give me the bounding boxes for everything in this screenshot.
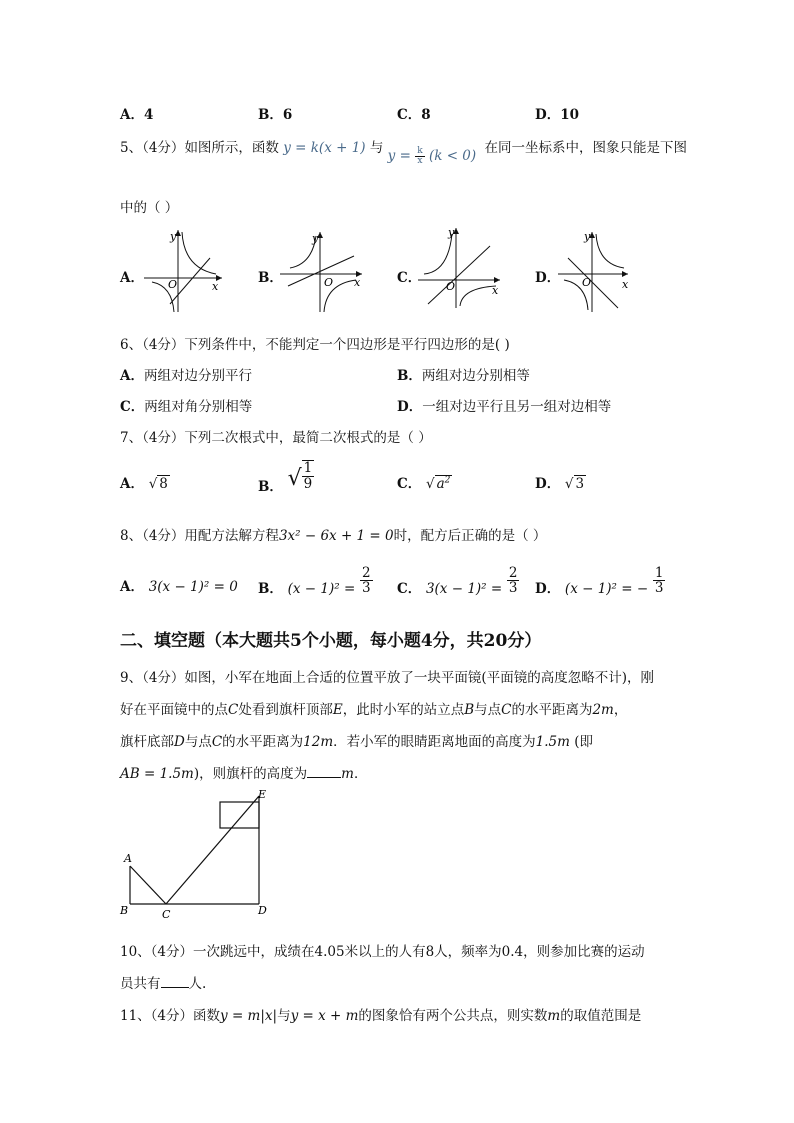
q5-graph-b	[280, 228, 366, 314]
svg-text:y: y	[584, 230, 591, 243]
svg-text:y: y	[448, 226, 455, 239]
q7-option-c: C． √ $a^2$	[397, 475, 451, 492]
q6-option-d: D．一组对边平行且另一组对边相等	[397, 399, 612, 415]
q5-stem: 5、（4分）如图所示，函数 y = k(x + 1) 与 y = $\frac{k}{x}$ (k < 0) 在同一坐标系中，图象只能是下图	[120, 140, 687, 166]
q5-option-b: B．	[258, 270, 283, 286]
svg-text:x: x	[622, 278, 629, 291]
q6-option-c: C．两组对角分别相等	[120, 399, 253, 415]
q7-option-d: D． √ 3	[535, 476, 585, 492]
q9-figure	[116, 786, 276, 922]
q5-graph-a	[144, 228, 224, 314]
svg-text:x: x	[354, 276, 361, 289]
svg-text:y: y	[312, 232, 319, 245]
q5-func1: y = k(x + 1)	[283, 140, 366, 156]
svg-text:x: x	[492, 284, 499, 297]
q4-option-c: C．8	[397, 107, 431, 123]
q9-line-2: 好在平面镜中的点C处看到旗杆顶部E，此时小军的站立点B与点C的水平距离为2m，	[120, 702, 628, 718]
q8-option-c: C． 3(x − 1)² = $\frac{2}{3}$	[397, 565, 518, 598]
q5-graph-c	[418, 224, 504, 310]
svg-text:O: O	[324, 276, 334, 289]
q9-line-3: 旗杆底部D与点C的水平距离为12m．若小军的眼睛距离地面的高度为1.5m (即	[120, 734, 593, 750]
svg-text:y: y	[170, 230, 177, 243]
q8-option-a: A． 3(x − 1)² = 0	[120, 579, 238, 595]
svg-text:O: O	[168, 278, 178, 291]
svg-text:O: O	[446, 280, 456, 293]
q5-graph-d	[558, 228, 634, 314]
q8-equation: 3x² − 6x + 1 = 0	[278, 528, 394, 544]
q9-line-4: AB = 1.5m)，则旗杆的高度为 m．	[120, 766, 368, 782]
q4-option-a: A．4	[120, 107, 154, 123]
q4-option-b: B．6	[258, 107, 293, 123]
q7-option-a: A． √ 8	[120, 476, 168, 492]
q5-func2: y = $\frac{k}{x}$ (k < 0)	[387, 145, 477, 166]
svg-text:O: O	[582, 276, 592, 289]
q6-option-a: A．两组对边分别平行	[120, 368, 252, 384]
q7-option-b: B． √ $\frac{1}{9}$	[258, 460, 313, 495]
q5-option-a: A．	[120, 270, 144, 286]
q6-option-b: B．两组对边分别相等	[397, 368, 530, 384]
svg-text:x: x	[212, 280, 219, 293]
q10-answer-blank[interactable]	[161, 987, 189, 988]
q11-line-1: 11、（4分）函数y = m|x|与y = x + m的图象恰有两个公共点，则实数m的取值范围是	[120, 1008, 642, 1024]
q5-option-c: C．	[397, 270, 422, 286]
label-e: E	[258, 788, 267, 801]
label-d: D	[258, 904, 267, 917]
q10-line-1: 10、（4分）一次跳远中，成绩在4.05米以上的人有8人，频率为0.4，则参加比赛的运动	[120, 944, 645, 960]
q9-line-1: 9、（4分）如图，小军在地面上合适的位置平放了一块平面镜(平面镜的高度忽略不计)，刚	[120, 670, 654, 686]
q6-stem: 6、（4分）下列条件中，不能判定一个四边形是平行四边形的是( )	[120, 337, 510, 353]
q10-line-2: 员共有 人.	[120, 976, 207, 992]
q4-option-d: D．10	[535, 107, 580, 123]
section-heading-fill-in: 二、填空题（本大题共5个小题，每小题4分，共20分）	[120, 631, 542, 651]
label-b: B	[120, 904, 129, 917]
label-c: C	[162, 908, 171, 921]
q9-answer-blank[interactable]	[307, 777, 341, 778]
q5-stem-2: 中的（ ）	[120, 200, 179, 216]
q5-option-d: D．	[535, 270, 561, 286]
q8-stem: 8、（4分）用配方法解方程3x² − 6x + 1 = 0时，配方后正确的是（ ）	[120, 528, 547, 544]
q8-option-d: D． (x − 1)² = − $\frac{1}{3}$	[535, 565, 664, 598]
q8-option-b: B． (x − 1)² = $\frac{2}{3}$	[258, 565, 371, 598]
q7-stem: 7、（4分）下列二次根式中，最简二次根式的是（ ）	[120, 430, 432, 446]
label-a: A	[124, 852, 132, 865]
